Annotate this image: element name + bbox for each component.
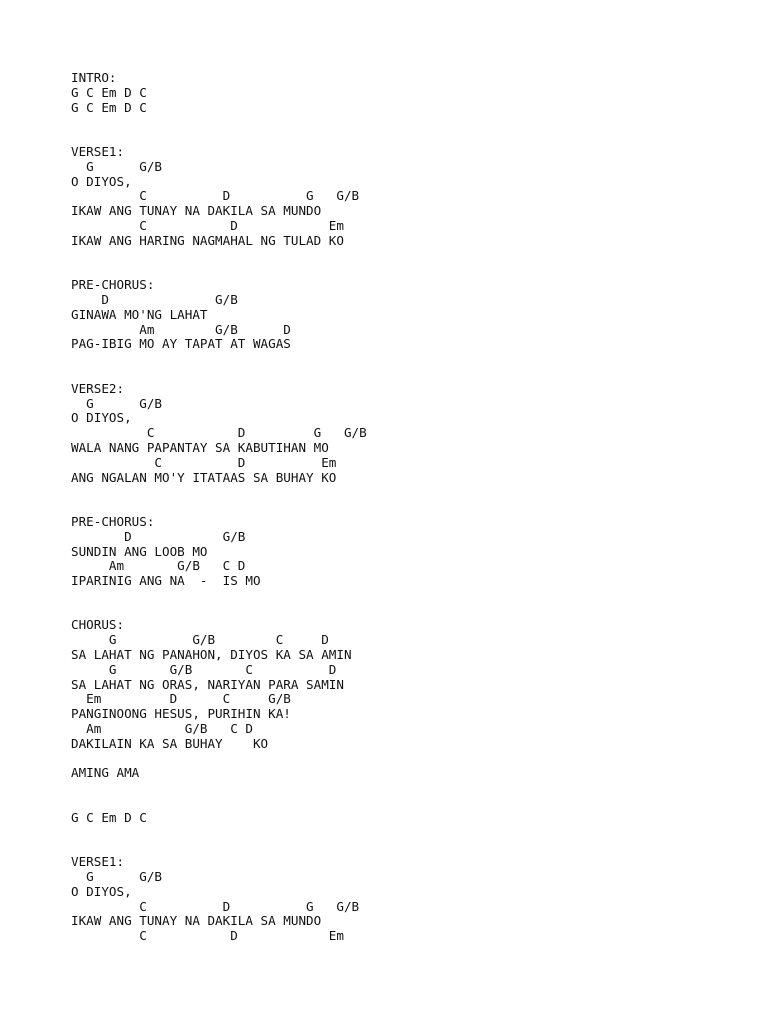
- sheet-line: AMING AMA: [71, 765, 140, 781]
- sheet-line: SUNDIN ANG LOOB MO: [71, 543, 208, 559]
- sheet-line: D G/B: [71, 528, 246, 544]
- blank-line: [71, 781, 751, 796]
- blank-line: [71, 604, 751, 619]
- sheet-line: C D G G/B: [71, 898, 360, 914]
- sheet-line: PRE-CHORUS:: [71, 513, 155, 529]
- sheet-line: CHORUS:: [71, 617, 125, 633]
- blank-line: [71, 367, 751, 382]
- blank-line: [71, 352, 751, 367]
- blank-line: [71, 263, 751, 278]
- chord-sheet: [71, 71, 751, 944]
- sheet-line: G G/B: [71, 869, 162, 885]
- blank-line: [71, 796, 751, 811]
- sheet-line: C D Em: [71, 454, 337, 470]
- sheet-line: G G/B C D: [71, 661, 337, 677]
- sheet-line: C D G G/B: [71, 425, 367, 441]
- sheet-line: ANG NGALAN MO'Y ITATAAS SA BUHAY KO: [71, 469, 337, 485]
- sheet-line: C D Em: [71, 928, 344, 944]
- blank-line: [71, 589, 751, 604]
- sheet-line: VERSE1:: [71, 143, 125, 159]
- blank-line: [71, 500, 751, 515]
- sheet-line: D G/B: [71, 291, 238, 307]
- sheet-line: VERSE2:: [71, 380, 125, 396]
- sheet-line: SA LAHAT NG ORAS, NARIYAN PARA SAMIN: [71, 676, 344, 692]
- sheet-line: G G/B C D: [71, 632, 329, 648]
- blank-line: [71, 826, 751, 841]
- sheet-line: O DIYOS,: [71, 173, 132, 189]
- sheet-line: Am G/B D: [71, 321, 291, 337]
- sheet-line: PAG-IBIG MO AY TAPAT AT WAGAS: [71, 336, 291, 352]
- blank-line: [71, 485, 751, 500]
- sheet-line: PANGINOONG HESUS, PURIHIN KA!: [71, 706, 291, 722]
- sheet-line: WALA NANG PAPANTAY SA KABUTIHAN MO: [71, 439, 329, 455]
- sheet-line: IKAW ANG HARING NAGMAHAL NG TULAD KO: [71, 232, 344, 248]
- sheet-line: IPARINIG ANG NA - IS MO: [71, 573, 261, 589]
- sheet-line: C D Em: [71, 217, 344, 233]
- blank-line: [71, 249, 751, 264]
- sheet-line: O DIYOS,: [71, 883, 132, 899]
- sheet-line: SA LAHAT NG PANAHON, DIYOS KA SA AMIN: [71, 647, 352, 663]
- sheet-line: C D G G/B: [71, 188, 360, 204]
- sheet-line: Em D C G/B: [71, 691, 291, 707]
- sheet-line: G C Em D C: [71, 99, 147, 115]
- blank-line: [71, 752, 751, 767]
- sheet-line: G G/B: [71, 395, 162, 411]
- blank-line: [71, 840, 751, 855]
- sheet-line: Am G/B C D: [71, 558, 246, 574]
- sheet-line: INTRO:: [71, 70, 117, 85]
- sheet-line: DAKILAIN KA SA BUHAY KO: [71, 735, 269, 751]
- sheet-line: O DIYOS,: [71, 410, 132, 426]
- blank-line: [71, 115, 751, 130]
- blank-line: [71, 130, 751, 145]
- sheet-line: IKAW ANG TUNAY NA DAKILA SA MUNDO: [71, 913, 322, 929]
- sheet-line: GINAWA MO'NG LAHAT: [71, 306, 208, 322]
- sheet-line: G G/B: [71, 158, 162, 174]
- sheet-line: G C Em D C: [71, 809, 147, 825]
- sheet-line: VERSE1:: [71, 854, 125, 870]
- sheet-line: PRE-CHORUS:: [71, 277, 155, 293]
- sheet-line: IKAW ANG TUNAY NA DAKILA SA MUNDO: [71, 203, 322, 219]
- sheet-line: G C Em D C: [71, 84, 147, 100]
- sheet-line: Am G/B C D: [71, 721, 253, 737]
